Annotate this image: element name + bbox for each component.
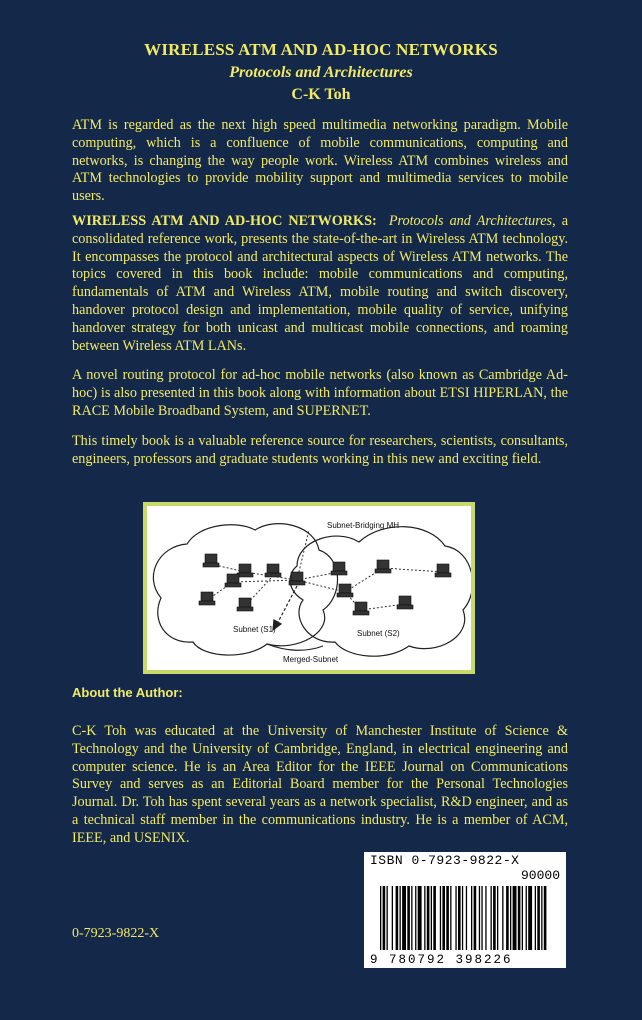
mobile-host-icon — [331, 562, 347, 575]
barcode-bar — [544, 886, 547, 950]
barcode-bar — [522, 886, 523, 950]
barcode-bar — [481, 886, 482, 950]
summary-paragraph — [72, 213, 568, 355]
barcode-bar — [513, 886, 517, 950]
barcode-bar — [485, 886, 486, 950]
barcode-bar — [411, 886, 412, 950]
barcode-bar — [479, 886, 480, 950]
barcode-bar — [387, 886, 388, 950]
barcode-bar — [380, 886, 381, 950]
barcode-bar — [535, 886, 536, 950]
barcode-bar — [528, 886, 532, 950]
summary-subtitle: Protocols and Architectures — [388, 213, 553, 229]
summary-title: WIRELESS ATM AND AD-HOC NETWORKS: — [72, 213, 377, 229]
barcode-bar — [450, 886, 451, 950]
barcode-isbn-label: ISBN 0-7923-9822-X — [370, 853, 520, 868]
barcode-bar — [440, 886, 441, 950]
routing-paragraph: A novel routing protocol for ad-hoc mobile networks (also known as Cambridge Ad-hoc) is also presented in this book along with information about ETSI HIPERLAN, the RACE Mobile Broadband System, and SUPERNET. — [72, 367, 568, 419]
mobile-host-icon — [265, 564, 281, 577]
barcode-bar — [400, 886, 401, 950]
barcode-bar — [474, 886, 477, 950]
barcode-bar — [415, 886, 416, 950]
subnet-s1-label: Subnet (S1) — [233, 625, 276, 634]
mobile-host-icon — [237, 564, 253, 577]
about-author-heading: About the Author: — [72, 685, 183, 700]
mobile-host-icon — [435, 564, 451, 577]
barcode-bar — [506, 886, 509, 950]
network-diagram — [143, 502, 475, 674]
merged-subnet-label: Merged-Subnet — [283, 655, 339, 664]
subnet-s2-label: Subnet (S2) — [357, 629, 400, 638]
mobile-host-icon — [375, 560, 391, 573]
barcode-bar — [433, 886, 436, 950]
barcode-bar — [418, 886, 422, 950]
mobile-host-icon — [225, 574, 241, 587]
barcode-bar — [392, 886, 393, 950]
barcode-bar — [497, 886, 498, 950]
intro-paragraph: ATM is regarded as the next high speed multimedia networking paradigm. Mobile computing, which is a confluence of mobile communications, computing and networks, is changing the way people work. Wireless ATM combines wireless and ATM technologies to provide mobility support and multimedia services to mobile users. — [72, 117, 568, 205]
book-title: WIRELESS ATM AND AD-HOC NETWORKS — [144, 40, 498, 59]
book-author: C-K Toh — [291, 86, 351, 103]
footer-isbn: 0-7923-9822-X — [72, 926, 160, 941]
mobile-host-icon — [203, 554, 219, 567]
barcode-bar — [518, 886, 521, 950]
barcode-bar — [402, 886, 406, 950]
barcode-bar — [427, 886, 430, 950]
barcode-bar — [455, 886, 456, 950]
summary-text: , a consolidated reference work, presents the state-of-the-art in Wireless ATM technology. It encompasses the protocol and architectural aspects of Wireless ATM networks. The topics covered in this book include: mobile communications and computing, fundamentals of ATM and Wireless ATM, mobile routing and switch discovery, handover protocol design and implementation, mobile quality of service, unifying handover strategy for both unicast and multicast mobile connections, and roaming between Wireless ATM LANs. — [72, 213, 568, 354]
barcode-bars — [364, 852, 566, 968]
barcode-bar — [541, 886, 542, 950]
barcode-bar — [471, 886, 472, 950]
barcode-bar — [493, 886, 496, 950]
bridge-label: Subnet-Bridging MH — [327, 521, 400, 530]
barcode-bar — [491, 886, 492, 950]
barcode-bar — [431, 886, 432, 950]
barcode-bar — [502, 886, 503, 950]
barcode-bar — [424, 886, 425, 950]
mobile-host-icon — [337, 584, 353, 597]
mobile-host-icon — [199, 592, 215, 605]
barcode-bar — [458, 886, 461, 950]
mobile-host-icon — [237, 598, 253, 611]
barcode-bar — [537, 886, 540, 950]
barcode-price-code: 90000 — [520, 868, 560, 883]
audience-paragraph: This timely book is a valuable reference source for researchers, scientists, consultants, engineers, professors and graduate students working in this new and exciting field. — [72, 433, 568, 467]
barcode-bar — [510, 886, 511, 950]
isbn-barcode — [364, 852, 566, 968]
barcode-bar — [383, 886, 386, 950]
barcode-bar — [396, 886, 399, 950]
barcode-bar — [446, 886, 449, 950]
barcode-bar — [407, 886, 410, 950]
barcode-bar — [462, 886, 463, 950]
barcode-bar — [442, 886, 445, 950]
barcode-bar — [466, 886, 467, 950]
bridging-mobile-host-icon — [289, 572, 305, 585]
network-diagram-svg — [147, 506, 471, 670]
about-author-text: C-K Toh was educated at the University of Manchester Institute of Science & Technology and the University of Cambridge, England, in electrical engineering and computer science. He is an Area Editor for the IEEE Journal on Communications Survey and serves as an Editorial Board member for the Personal Technologies Journal. Dr. Toh has spent several years as a network specialist, R&D engineer, and as a technical staff member in the communications industry. He is a member of ACM, IEEE, and USENIX. — [72, 723, 568, 846]
book-subtitle: Protocols and Architectures — [229, 64, 413, 81]
barcode-bar — [526, 886, 527, 950]
barcode-ean: 9 780792 398226 — [370, 953, 513, 967]
mobile-host-icon — [353, 602, 369, 615]
mobile-host-icon — [397, 596, 413, 609]
